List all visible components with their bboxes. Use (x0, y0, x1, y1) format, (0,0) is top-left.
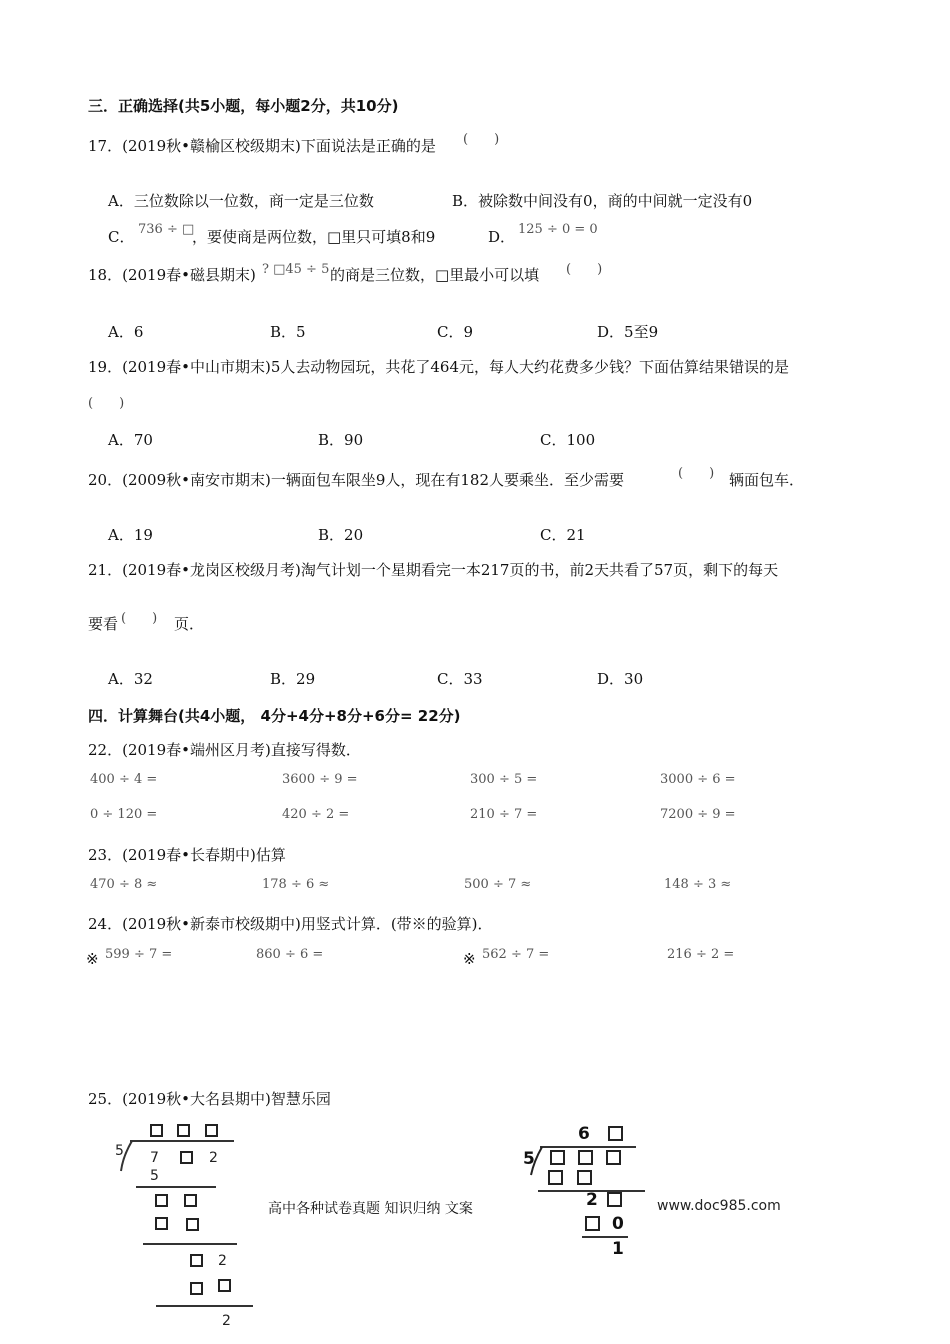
q18-expr: ? □45 ÷ 5 (262, 262, 330, 277)
q18-option-c: C．9 (437, 323, 474, 341)
section-3-title: 三．正确选择(共5小题，每小题2分，共10分) (88, 97, 399, 115)
blank-box[interactable] (177, 1124, 190, 1137)
q24-item: 562 ÷ 7 = (482, 947, 550, 962)
q21-paren: ( ) (121, 611, 158, 626)
q21-line2-prefix: 要看 (88, 615, 119, 633)
q22-item: 210 ÷ 7 = (470, 807, 538, 822)
q21-stem: 21．(2019春•龙岗区校级月考)淘气计划一个星期看完一本217页的书，前2天共看了57页，剩下的每天 (88, 561, 779, 579)
blank-box[interactable] (150, 1124, 163, 1137)
q17-paren: ( ) (463, 132, 500, 147)
footer-url[interactable]: www.doc985.com (657, 1198, 781, 1214)
q24-item: 860 ÷ 6 = (256, 947, 324, 962)
blank-box[interactable] (180, 1151, 193, 1164)
q23-item: 148 ÷ 3 ≈ (664, 877, 732, 892)
q23-item: 178 ÷ 6 ≈ (262, 877, 330, 892)
remainder-digit: 2 (586, 1190, 598, 1210)
blank-box[interactable] (607, 1192, 622, 1207)
q22-item: 300 ÷ 5 = (470, 772, 538, 787)
q20-option-a: A．19 (108, 526, 153, 544)
dividend-digit: 2 (209, 1150, 218, 1166)
q20-option-c: C．21 (540, 526, 586, 544)
product-digit: 0 (612, 1214, 624, 1234)
q22-item: 3000 ÷ 6 = (660, 772, 736, 787)
divisor: 5 (115, 1143, 124, 1159)
q22-item: 0 ÷ 120 = (90, 807, 158, 822)
blank-box[interactable] (190, 1282, 203, 1295)
q20-paren: ( ) (678, 466, 715, 481)
q24-item: 216 ÷ 2 = (667, 947, 735, 962)
q19-stem: 19．(2019春•中山市期末)5人去动物园玩，共花了464元，每人大约花费多少钱？下面估算结果错误的是 (88, 358, 789, 376)
q18-option-d: D．5至9 (597, 323, 659, 341)
q22-item: 3600 ÷ 9 = (282, 772, 358, 787)
q18-option-a: A．6 (108, 323, 144, 341)
q23-item: 470 ÷ 8 ≈ (90, 877, 158, 892)
q18-stem-prefix: 18．(2019春•磁县期末) (88, 266, 256, 284)
q19-paren: ( ) (88, 396, 125, 411)
blank-box[interactable] (577, 1170, 592, 1185)
q17-option-d-expr: 125 ÷ 0 = 0 (518, 222, 598, 237)
final-remainder: 1 (612, 1239, 624, 1259)
divisor: 5 (523, 1149, 535, 1169)
q24-verify-mark: ※ (86, 950, 99, 968)
q22-stem: 22．(2019春•端州区月考)直接写得数． (88, 741, 361, 759)
q24-verify-mark: ※ (463, 950, 476, 968)
q20-tail: 辆面包车． (729, 471, 805, 489)
q22-item: 420 ÷ 2 = (282, 807, 350, 822)
blank-box[interactable] (606, 1150, 621, 1165)
q17-option-c-expr: 736 ÷ □ (138, 222, 195, 237)
q23-item: 500 ÷ 7 ≈ (464, 877, 532, 892)
blank-box[interactable] (550, 1150, 565, 1165)
blank-box[interactable] (184, 1194, 197, 1207)
q23-stem: 23．(2019春•长春期中)估算 (88, 846, 286, 864)
q17-option-b: B．被除数中间没有0，商的中间就一定没有0 (452, 192, 753, 210)
q25-stem: 25．(2019秋•大名县期中)智慧乐园 (88, 1090, 331, 1108)
q21-option-b: B．29 (270, 670, 316, 688)
quotient-digit: 6 (578, 1124, 590, 1144)
q18-stem-suffix: 的商是三位数，□里最小可以填 (330, 266, 540, 284)
remainder-digit: 2 (218, 1253, 227, 1269)
footer-center-text: 高中各种试卷真题 知识归纳 文案 (268, 1201, 473, 1217)
q17-stem: 17．(2019秋•赣榆区校级期末)下面说法是正确的是 (88, 137, 436, 155)
q24-item: 599 ÷ 7 = (105, 947, 173, 962)
q17-option-c-text: ，要使商是两位数，□里只可填8和9 (192, 228, 436, 246)
blank-box[interactable] (578, 1150, 593, 1165)
q21-option-a: A．32 (108, 670, 153, 688)
blank-box[interactable] (548, 1170, 563, 1185)
blank-box[interactable] (190, 1254, 203, 1267)
q19-option-b: B．90 (318, 431, 364, 449)
q18-option-b: B．5 (270, 323, 306, 341)
q21-line2-suffix: 页． (174, 615, 205, 633)
q22-item: 7200 ÷ 9 = (660, 807, 736, 822)
blank-box[interactable] (205, 1124, 218, 1137)
q24-stem: 24．(2019秋•新泰市校级期中)用竖式计算．(带※的验算)． (88, 915, 493, 933)
blank-box[interactable] (608, 1126, 623, 1141)
dividend-digit: 7 (150, 1150, 159, 1166)
q17-option-a: A．三位数除以一位数，商一定是三位数 (108, 192, 374, 210)
q22-item: 400 ÷ 4 = (90, 772, 158, 787)
q18-paren: ( ) (566, 262, 603, 277)
q19-option-a: A．70 (108, 431, 153, 449)
blank-box[interactable] (218, 1279, 231, 1292)
section-4-title: 四．计算舞台(共4小题， 4分+4分+8分+6分= 22分) (88, 707, 461, 725)
final-remainder: 2 (222, 1313, 231, 1329)
q19-option-c: C．100 (540, 431, 596, 449)
blank-box[interactable] (155, 1194, 168, 1207)
q21-option-c: C．33 (437, 670, 483, 688)
q20-stem: 20．(2009秋•南安市期末)一辆面包车限坐9人，现在有182人要乘坐．至少需要 (88, 471, 624, 489)
blank-box[interactable] (155, 1217, 168, 1230)
q17-option-c-prefix: C． (108, 228, 135, 246)
blank-box[interactable] (585, 1216, 600, 1231)
subtrahend-digit: 5 (150, 1168, 159, 1184)
blank-box[interactable] (186, 1218, 199, 1231)
q21-option-d: D．30 (597, 670, 644, 688)
q17-option-d-prefix: D． (488, 228, 516, 246)
q20-option-b: B．20 (318, 526, 364, 544)
